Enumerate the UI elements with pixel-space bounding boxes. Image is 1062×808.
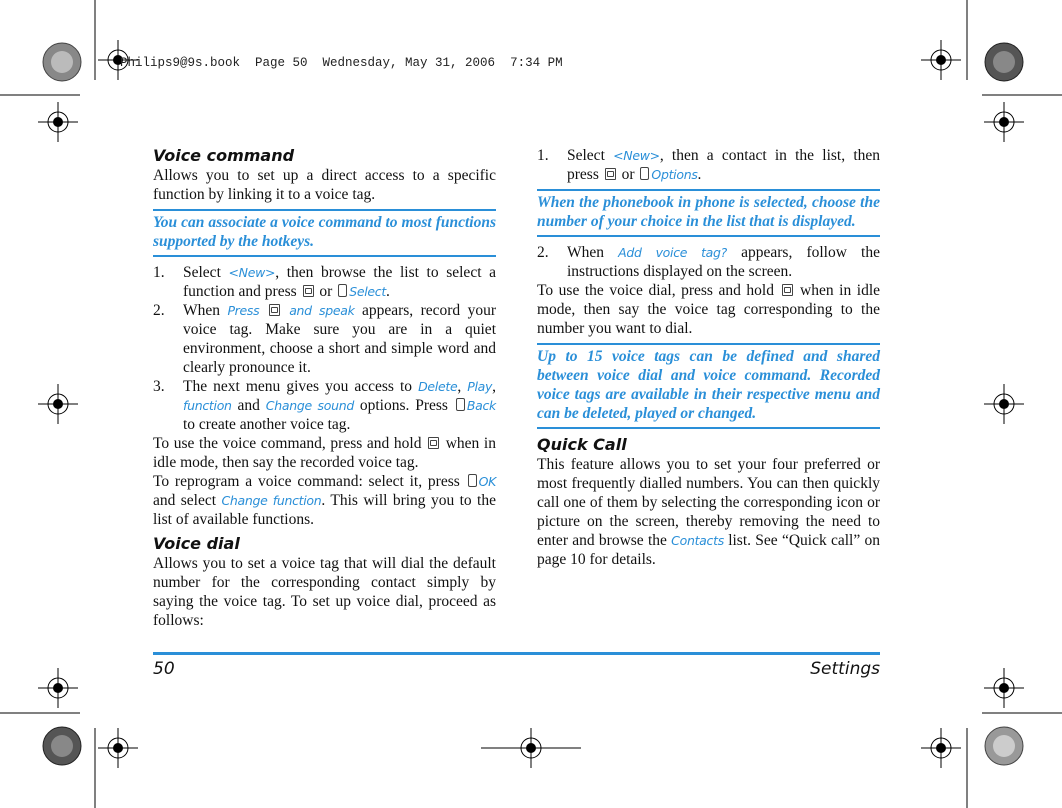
select-option: Select (349, 284, 386, 299)
voice-command-steps (153, 263, 496, 434)
back-option: Back (466, 398, 496, 413)
ok-key-icon (269, 304, 280, 316)
new-option: <New> (228, 265, 276, 280)
contacts-option: Contacts (671, 533, 724, 548)
right-column (537, 146, 880, 569)
heading-quick-call: Quick Call (537, 435, 627, 454)
voice-command-note: You can associate a voice command to most functions supported by the hotkeys. (153, 209, 496, 257)
left-column (153, 146, 496, 630)
function-option: function (183, 398, 232, 413)
softkey-icon (640, 167, 649, 180)
change-sound-option: Change sound (265, 398, 354, 413)
print-header: Philips9@9s.book Page 50 Wednesday, May 31, 2006 7:34 PM (120, 56, 563, 70)
page-number: 50 (153, 659, 175, 679)
voice-command-reprogram: To reprogram a voice command: select it, press OK and select Change function. This will bring you to the list of available functions. (153, 473, 496, 528)
change-function-option: Change function (221, 493, 322, 508)
list-item: 1. Select <New>, then a contact in the list, then press or Options. (537, 147, 880, 183)
and-speak-option: and speak (289, 303, 355, 318)
ok-key-icon (605, 168, 616, 180)
ok-option: OK (478, 474, 496, 489)
phonebook-note: When the phonebook in phone is selected, choose the number of your choice in the list that is displayed. (537, 189, 880, 237)
voice-dial-steps-cont (537, 243, 880, 281)
heading-voice-dial: Voice dial (153, 534, 240, 553)
ok-key-icon (303, 285, 314, 297)
softkey-icon (338, 284, 347, 297)
footer-rule (153, 652, 880, 655)
voice-tags-note: Up to 15 voice tags can be defined and shared between voice dial and voice command. Recorded voice tags are available in their respective menu and can be deleted, played or changed. (537, 343, 880, 429)
options-option: Options (651, 167, 698, 182)
list-item: 3. The next menu gives you access to Delete, Play, function and Change sound options. Press Back to create another voice tag. (153, 378, 497, 433)
ok-key-icon (428, 437, 439, 449)
heading-voice-command: Voice command (153, 146, 295, 165)
list-item: 1. Select <New>, then browse the list to select a function and press or Select. (153, 264, 497, 300)
delete-option: Delete (418, 379, 458, 394)
voice-dial-intro: Allows you to set a voice tag that will dial the default number for the corresponding contact simply by saying the voice tag. To set up voice dial, proceed as follows: (153, 555, 496, 629)
quick-call-body: This feature allows you to set your four preferred or most frequently dialled numbers. You can then quickly call one of them by selecting the corresponding icon or picture on the screen, thereby removing the need to enter and browse the Contacts list. See “Quick call” on page 10 for details. (537, 456, 881, 568)
voice-command-use: To use the voice command, press and hold when in idle mode, then say the recorded voice tag. (153, 435, 496, 471)
softkey-icon (456, 398, 465, 411)
softkey-icon (468, 474, 477, 487)
voice-dial-use: To use the voice dial, press and hold when in idle mode, then say the voice tag corresponding to the number you want to dial. (537, 282, 880, 337)
press-option: Press (227, 303, 260, 318)
ok-key-icon (782, 284, 793, 296)
new-option: <New> (613, 148, 660, 163)
list-item: 2. When Add voice tag? appears, follow the instructions displayed on the screen. (537, 244, 880, 280)
voice-command-intro: Allows you to set up a direct access to a specific function by linking it to a voice tag. (153, 167, 496, 203)
voice-dial-steps (537, 146, 880, 184)
list-item: 2. When Press and speak appears, record your voice tag. Make sure you are in a quiet environment, choose a short and simple word and clearly pronounce it. (153, 302, 497, 376)
play-option: Play (467, 379, 493, 394)
section-title: Settings (810, 659, 880, 679)
add-voice-tag-option: Add voice tag? (618, 245, 728, 260)
